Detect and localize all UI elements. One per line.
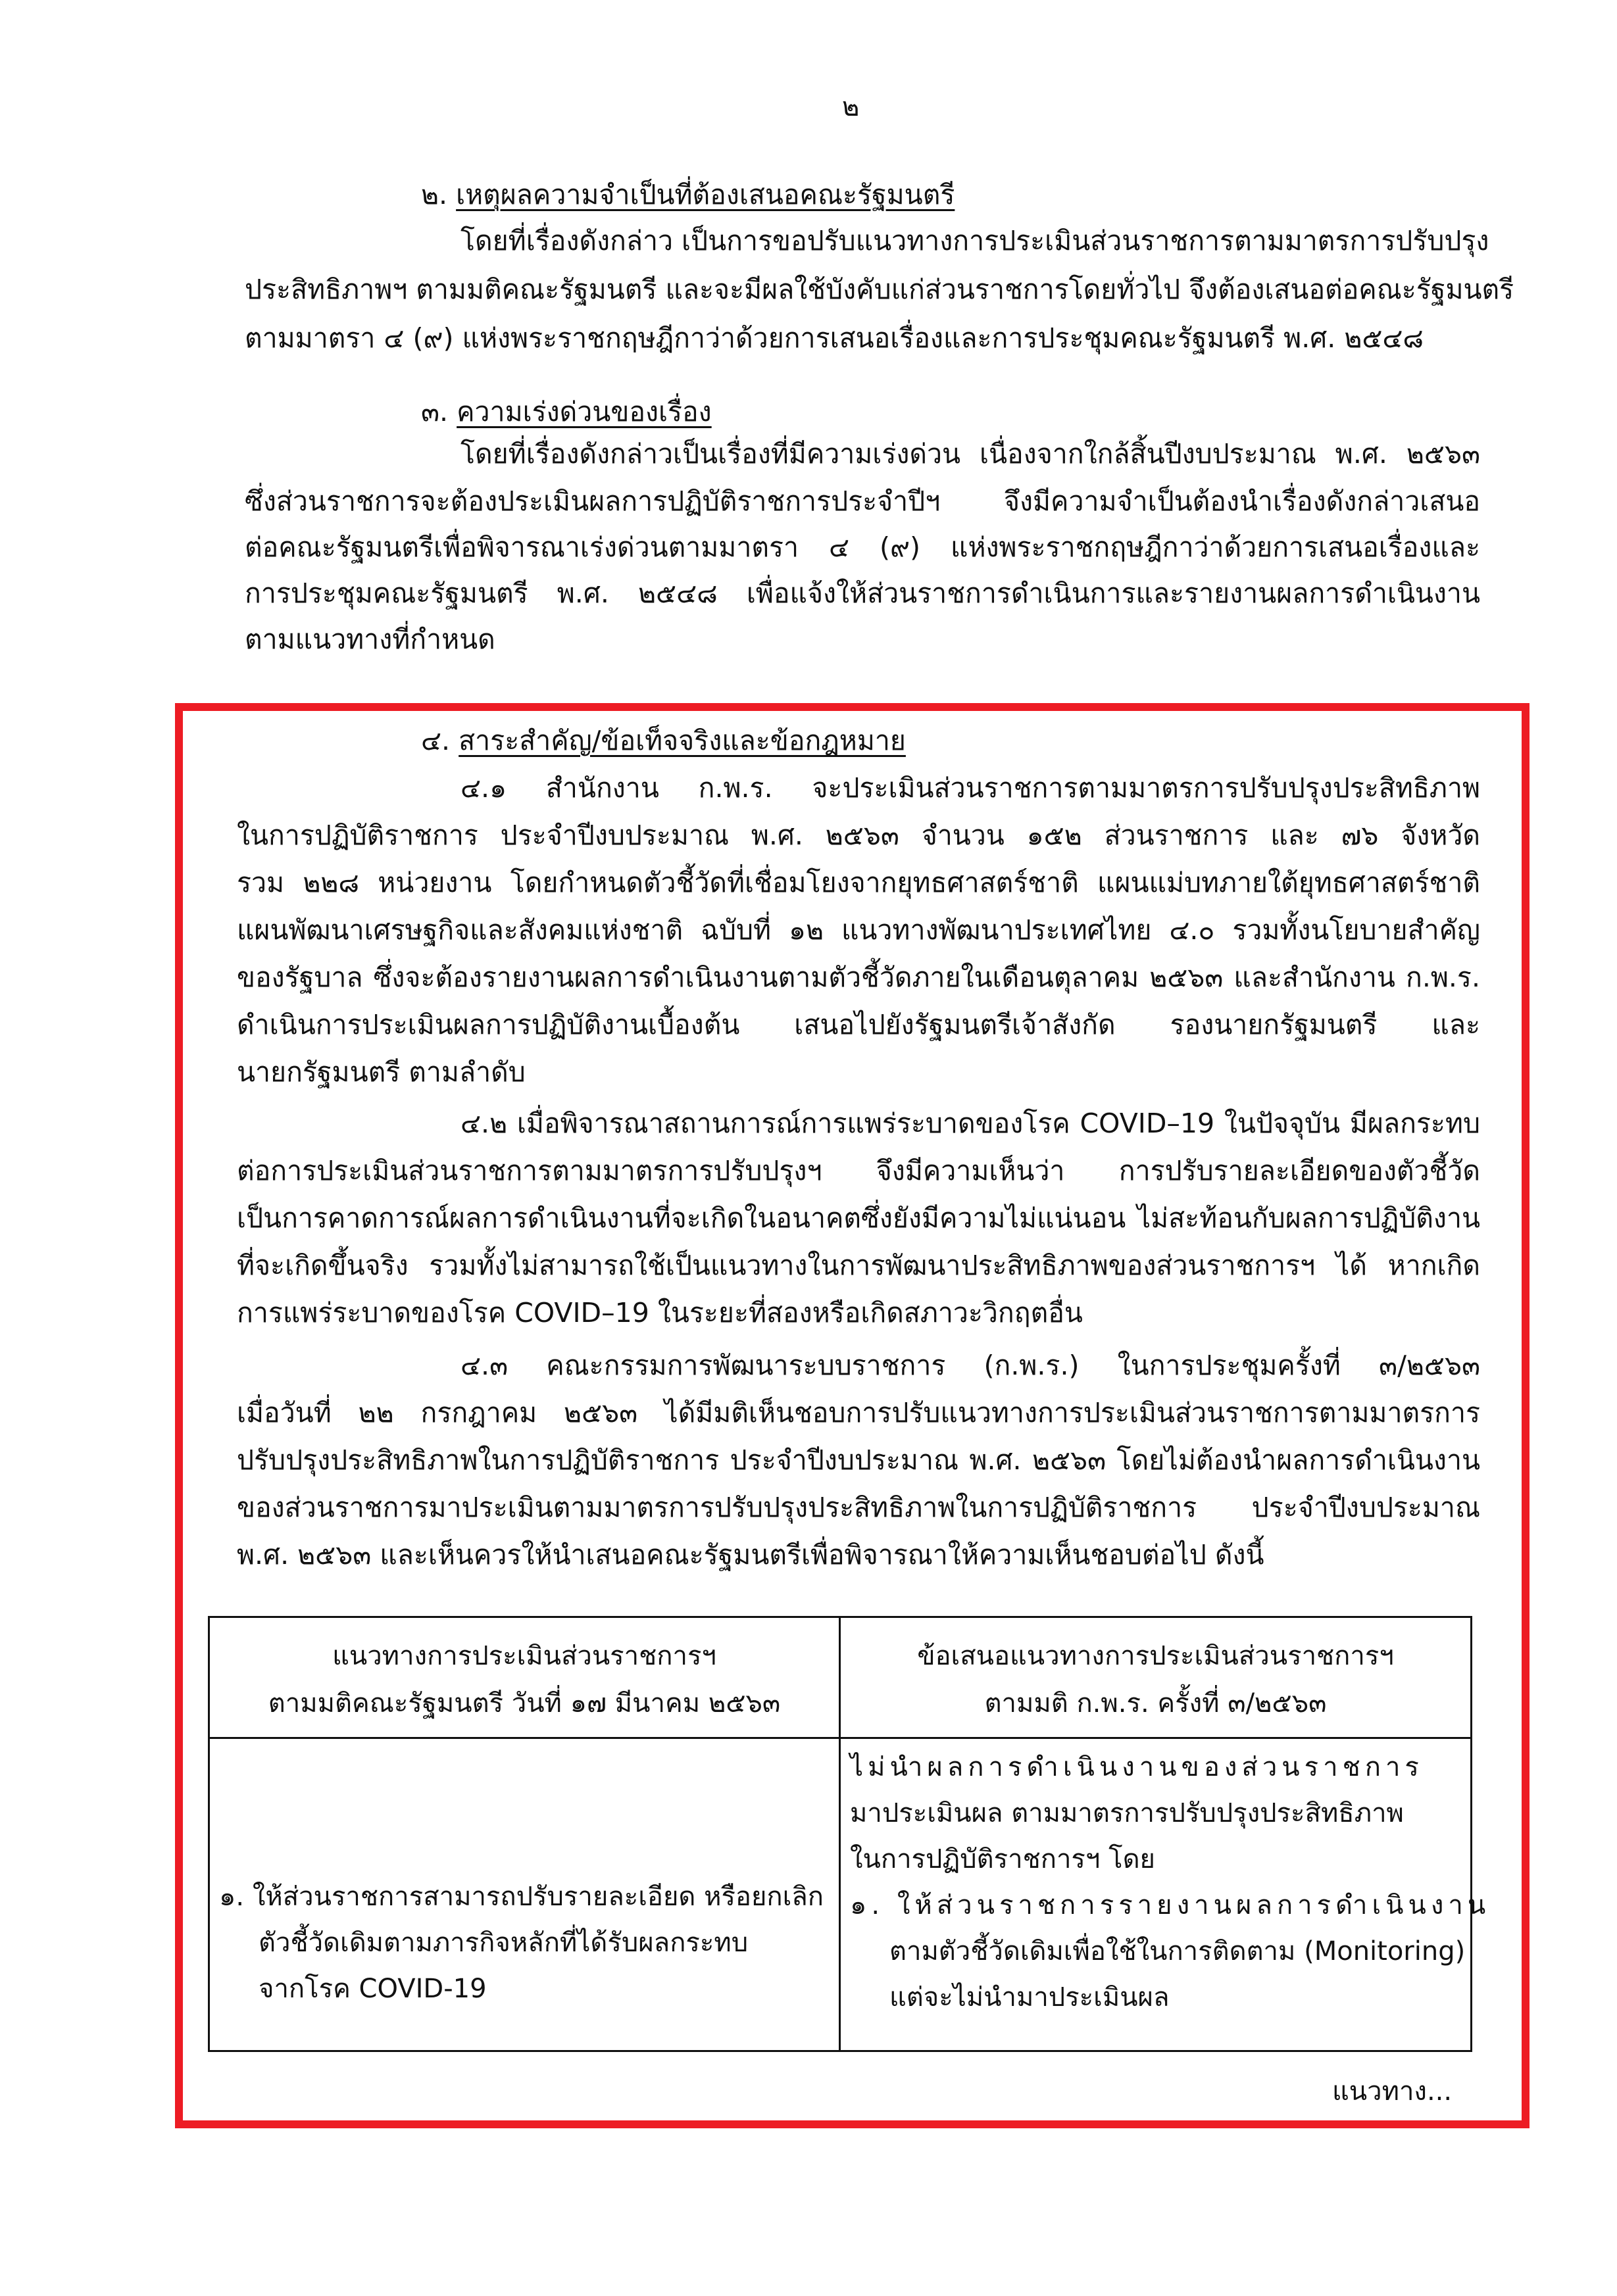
para-4-1-line: รวม ๒๒๘ หน่วยงาน โดยกำหนดตัวชี้วัดที่เชื่อมโยงจากยุทธศาสตร์ชาติ แผนแม่บทภายใต้ยุทธศาสตร์ชาติ xyxy=(237,867,1480,898)
section-2-number: ๒. xyxy=(421,179,448,210)
cell-line: ๑. ให้ส่วนราชการรายงานผลการดำเนินงาน xyxy=(850,1890,1491,1920)
para-4-1-line: ในการปฏิบัติราชการ ประจำปีงบประมาณ พ.ศ. ๒๕๖๓ จำนวน ๑๕๒ ส่วนราชการ และ ๗๖ จังหวัด xyxy=(237,819,1480,851)
table-row xyxy=(209,1738,1472,2051)
table-cell-right xyxy=(840,1738,1491,2051)
section-2-line: ตามมาตรา ๔ (๙) แห่งพระราชกฤษฎีกาว่าด้วยการเสนอเรื่องและการประชุมคณะรัฐมนตรี พ.ศ. ๒๕๔๘ xyxy=(245,322,1424,354)
cell-line: มาประเมินผล ตามมาตรการปรับปรุงประสิทธิภาพ xyxy=(850,1798,1404,1828)
comparison-table xyxy=(208,1616,1491,2052)
page-number: ๒ xyxy=(842,92,860,122)
section-3-line: ตามแนวทางที่กำหนด xyxy=(245,623,495,655)
cell-line: ๑. ให้ส่วนราชการสามารถปรับรายละเอียด หรือยกเลิก xyxy=(219,1882,824,1912)
para-4-3-line: ๔.๓ คณะกรรมการพัฒนาระบบราชการ (ก.พ.ร.) ในการประชุมครั้งที่ ๓/๒๕๖๓ xyxy=(460,1350,1480,1381)
section-2-title: เหตุผลความจำเป็นที่ต้องเสนอคณะรัฐมนตรี xyxy=(456,179,955,210)
cell-line: ตัวชี้วัดเดิมตามภารกิจหลักที่ได้รับผลกระทบ xyxy=(259,1928,749,1958)
section-3-line: ซึ่งส่วนราชการจะต้องประเมินผลการปฏิบัติราชการประจำปีฯ จึงมีความจำเป็นต้องนำเรื่องดังกล่าวเสนอ xyxy=(245,485,1480,517)
section-2-line: โดยที่เรื่องดังกล่าว เป็นการขอปรับแนวทางการประเมินส่วนราชการตามมาตรการปรับปรุง xyxy=(460,225,1489,256)
cell-line: ไม่นำผลการดำเนินงานของส่วนราชการ xyxy=(850,1752,1424,1782)
section-3-number: ๓. xyxy=(421,396,449,427)
header-line: ข้อเสนอแนวทางการประเมินส่วนราชการฯ xyxy=(917,1641,1394,1671)
section-3-line: ต่อคณะรัฐมนตรีเพื่อพิจารณาเร่งด่วนตามมาตรา ๔ (๙) แห่งพระราชกฤษฎีกาว่าด้วยการเสนอเรื่องและ xyxy=(245,531,1480,563)
para-4-3-line: ของส่วนราชการมาประเมินตามมาตรการปรับปรุงประสิทธิภาพในการปฏิบัติราชการ ประจำปีงบประมาณ xyxy=(237,1492,1480,1523)
cell-line: จากโรค COVID-19 xyxy=(259,1974,487,2004)
para-4-1-line: แผนพัฒนาเศรษฐกิจและสังคมแห่งชาติ ฉบับที่ ๑๒ แนวทางพัฒนาประเทศไทย ๔.๐ รวมทั้งนโยบายสำคัญ xyxy=(237,914,1480,946)
section-3-title: ความเร่งด่วนของเรื่อง xyxy=(457,396,712,427)
para-4-2-line: ที่จะเกิดขึ้นจริง รวมทั้งไม่สามารถใช้เป็นแนวทางในการพัฒนาประสิทธิภาพของส่วนราชการฯ ได้ หากเกิด xyxy=(237,1250,1480,1281)
section-4-heading xyxy=(421,721,906,760)
table-cell-left xyxy=(209,1738,840,2051)
para-4-3-line: พ.ศ. ๒๕๖๓ และเห็นควรให้นำเสนอคณะรัฐมนตรีเพื่อพิจารณาให้ความเห็นชอบต่อไป ดังนี้ xyxy=(237,1539,1264,1571)
section-4-title: สาระสำคัญ/ข้อเท็จจริงและข้อกฎหมาย xyxy=(459,725,906,756)
section-3-heading xyxy=(421,392,712,431)
para-4-3-line: เมื่อวันที่ ๒๒ กรกฎาคม ๒๕๖๓ ได้มีมติเห็นชอบการปรับแนวทางการประเมินส่วนราชการตามมาตรการ xyxy=(237,1397,1480,1429)
section-4-number: ๔. xyxy=(421,725,451,756)
continuation-marker: แนวทาง... xyxy=(1332,2076,1453,2107)
table-header-opdc-proposal xyxy=(840,1617,1472,1738)
para-4-1-line: ดำเนินการประเมินผลการปฏิบัติงานเบื้องต้น เสนอไปยังรัฐมนตรีเจ้าสังกัด รองนายกรัฐมนตรี และ xyxy=(237,1009,1480,1040)
cell-line: ในการปฏิบัติราชการฯ โดย xyxy=(850,1844,1155,1874)
para-4-2-line: ต่อการประเมินส่วนราชการตามมาตรการปรับปรุงฯ จึงมีความเห็นว่า การปรับรายละเอียดของตัวชี้วัด xyxy=(237,1155,1480,1186)
section-3-line: การประชุมคณะรัฐมนตรี พ.ศ. ๒๕๔๘ เพื่อแจ้งให้ส่วนราชการดำเนินการและรายงานผลการดำเนินงาน xyxy=(245,577,1480,609)
para-4-1-line: ๔.๑ สำนักงาน ก.พ.ร. จะประเมินส่วนราชการตามมาตรการปรับปรุงประสิทธิภาพ xyxy=(460,772,1480,804)
para-4-2-line: การแพร่ระบาดของโรค COVID–19 ในระยะที่สองหรือเกิดสภาวะวิกฤตอื่น xyxy=(237,1297,1083,1329)
section-3-line: โดยที่เรื่องดังกล่าวเป็นเรื่องที่มีความเร่งด่วน เนื่องจากใกล้สิ้นปีงบประมาณ พ.ศ. ๒๕๖๓ xyxy=(460,438,1480,470)
para-4-1-line: ของรัฐบาล ซึ่งจะต้องรายงานผลการดำเนินงานตามตัวชี้วัดภายในเดือนตุลาคม ๒๕๖๓ และสำนักงาน ก.พ.ร. xyxy=(237,962,1480,993)
header-line: ตามมติคณะรัฐมนตรี วันที่ ๑๗ มีนาคม ๒๕๖๓ xyxy=(268,1688,781,1719)
para-4-1-line: นายกรัฐมนตรี ตามลำดับ xyxy=(237,1056,526,1088)
para-4-2-line: เป็นการคาดการณ์ผลการดำเนินงานที่จะเกิดในอนาคตซึ่งยังมีความไม่แน่นอน ไม่สะท้อนกับผลการปฏิบัติงาน xyxy=(237,1202,1480,1234)
header-line: แนวทางการประเมินส่วนราชการฯ xyxy=(332,1641,716,1671)
cell-line: ตามตัวชี้วัดเดิมเพื่อใช้ในการติดตาม (Monitoring) xyxy=(889,1936,1466,1966)
table-header-cabinet-guideline xyxy=(209,1617,840,1738)
para-4-3-line: ปรับปรุงประสิทธิภาพในการปฏิบัติราชการ ประจำปีงบประมาณ พ.ศ. ๒๕๖๓ โดยไม่ต้องนำผลการดำเนินงาน xyxy=(237,1444,1480,1476)
table-header-row xyxy=(209,1617,1472,1738)
cell-line: แต่จะไม่นำมาประเมินผล xyxy=(889,1982,1170,2013)
para-4-2-line: ๔.๒ เมื่อพิจารณาสถานการณ์การแพร่ระบาดของโรค COVID–19 ในปัจจุบัน มีผลกระทบ xyxy=(460,1108,1480,1139)
section-2-heading xyxy=(421,175,955,214)
header-line: ตามมติ ก.พ.ร. ครั้งที่ ๓/๒๕๖๓ xyxy=(984,1688,1327,1719)
section-2-line: ประสิทธิภาพฯ ตามมติคณะรัฐมนตรี และจะมีผลใช้บังคับแก่ส่วนราชการโดยทั่วไป จึงต้องเสนอต่อคณะรัฐมนตรี xyxy=(245,274,1514,305)
